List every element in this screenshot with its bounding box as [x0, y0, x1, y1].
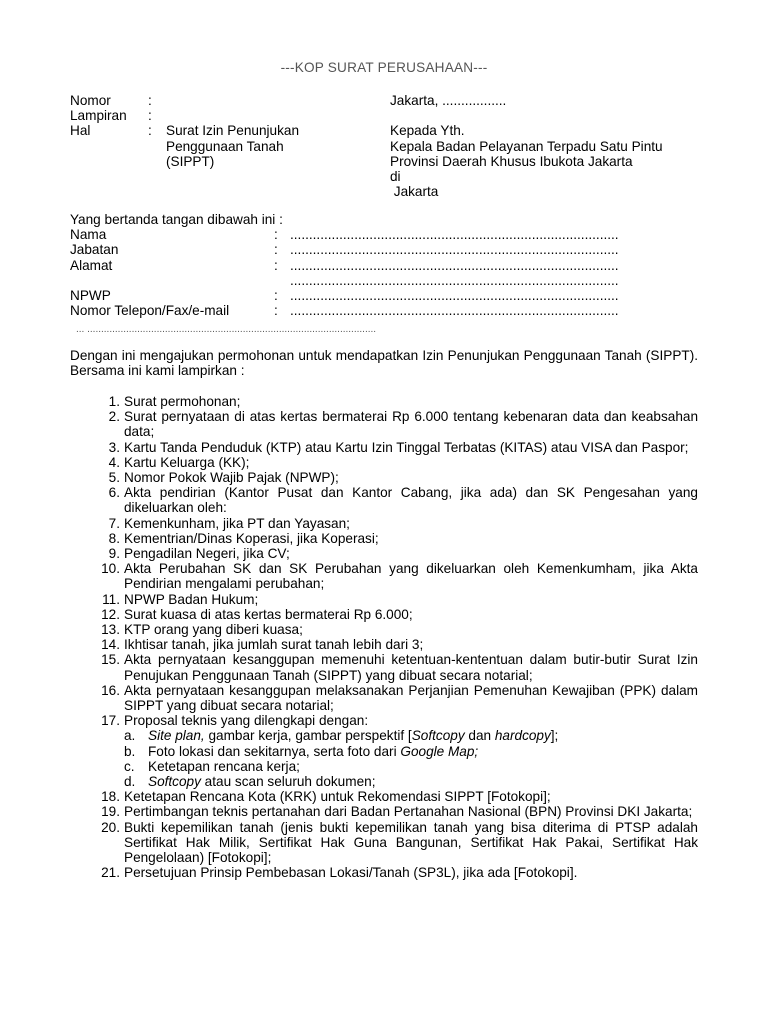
list-item	[70, 440, 698, 455]
letter-meta	[70, 93, 370, 169]
list-text: KTP orang yang diberi kuasa;	[124, 622, 303, 638]
date-line: Jakarta, .................	[390, 93, 507, 108]
list-text: Proposal teknis yang dilengkapi dengan:	[124, 713, 369, 729]
meta-colon: :	[148, 108, 152, 124]
identity-row-jabatan	[70, 242, 690, 257]
list-number: 3.	[108, 439, 120, 455]
identity-fill-line: .......................................................................................	[290, 272, 619, 288]
list-number: 1.	[108, 394, 120, 409]
list-number: 11.	[102, 591, 120, 607]
list-item	[70, 516, 698, 531]
identity-label	[70, 273, 274, 288]
list-number: 20.	[101, 819, 120, 835]
meta-row-hal-cont	[70, 154, 370, 169]
meta-colon	[148, 154, 166, 169]
identity-fill-line: .......................................................................................	[290, 227, 619, 243]
meta-value	[166, 108, 366, 123]
list-item	[70, 607, 698, 622]
sub-list-letter: b.	[124, 743, 136, 759]
list-number: 10.	[101, 561, 120, 577]
list-number: 13.	[101, 622, 120, 638]
identity-label: Jabatan	[70, 242, 119, 258]
list-number: 6.	[108, 485, 120, 501]
list-item	[70, 683, 698, 713]
list-text: Surat permohonan;	[124, 394, 241, 409]
identity-label: Nomor Telepon/Fax/e-mail	[70, 303, 230, 319]
list-number: 18.	[101, 789, 120, 805]
sub-list-text: Foto lokasi dan sekitarnya, serta foto dari Google Map;	[148, 743, 479, 759]
identity-row-nama	[70, 227, 690, 242]
identity-row-alamat	[70, 258, 690, 273]
meta-value: Surat Izin Penunjukan	[166, 123, 300, 139]
recipient-line: Jakarta	[390, 184, 439, 200]
list-item	[70, 546, 698, 561]
list-number: 16.	[101, 682, 120, 698]
list-number: 17.	[101, 713, 120, 729]
identity-label: Alamat	[70, 257, 113, 273]
list-text: Akta Perubahan SK dan SK Perubahan yang dikeluarkan oleh Kemenkumham, jika Akta Pendirian mengalami perubahan;	[124, 561, 698, 592]
list-number: 7.	[108, 515, 120, 531]
attachment-list	[70, 394, 698, 881]
sub-list-letter: c.	[124, 758, 135, 774]
list-number: 2.	[108, 409, 120, 425]
list-text: Surat kuasa di atas kertas bermaterai Rp 6.000;	[124, 606, 413, 622]
meta-colon: :	[148, 93, 152, 108]
identity-colon: :	[274, 303, 278, 319]
list-text: Akta pernyataan kesanggupan melaksanakan Perjanjian Pemenuhan Kewajiban (PPK) dalam SIPPT yang dibuat secara notarial;	[124, 682, 698, 714]
list-number: 15.	[101, 652, 120, 668]
list-item	[70, 531, 698, 546]
list-item	[70, 455, 698, 470]
recipient-block	[390, 93, 730, 199]
meta-label	[70, 139, 148, 154]
identity-row-npwp	[70, 288, 690, 303]
list-number: 8.	[108, 530, 120, 546]
list-item	[70, 622, 698, 637]
list-item	[70, 637, 698, 652]
meta-value	[166, 93, 366, 108]
meta-label: Hal	[70, 123, 91, 139]
meta-row-hal	[70, 123, 370, 138]
meta-row-nomor	[70, 93, 370, 108]
list-number: 14.	[101, 637, 120, 653]
list-number: 21.	[101, 865, 120, 881]
identity-fill-line: .......................................................................................	[290, 303, 619, 319]
identity-colon: :	[274, 257, 278, 273]
list-item	[70, 789, 698, 804]
recipient-line: Kepala Badan Pelayanan Terpadu Satu Pintu	[390, 138, 663, 154]
list-text: Kementrian/Dinas Koperasi, jika Koperasi;	[124, 530, 379, 546]
list-text: Akta pernyataan kesanggupan memenuhi ketentuan-kententuan dalam butir-butir Surat Izin Penujukan Penggunaan Tanah (SIPPT) yang dibuat secara notarial;	[124, 652, 698, 683]
list-item	[70, 470, 698, 485]
list-number: 19.	[101, 804, 120, 820]
identity-intro: Yang bertanda tangan dibawah ini :	[70, 212, 283, 227]
meta-colon: :	[148, 123, 152, 139]
sub-list-letter: a.	[124, 728, 136, 744]
list-text: Surat pernyataan di atas kertas bermaterai Rp 6.000 tentang kebenaran data dan keabsahan data;	[124, 409, 698, 440]
recipient-line: di	[390, 169, 401, 184]
meta-colon	[148, 139, 166, 154]
list-text: Persetujuan Prinsip Pembebasan Lokasi/Tanah (SP3L), jika ada [Fotokopi].	[124, 865, 578, 881]
list-text: Kemenkunham, jika PT dan Yayasan;	[124, 515, 350, 531]
extra-fill-line: ... ........................................................................................................	[76, 324, 377, 335]
meta-label	[70, 154, 148, 169]
recipient-line: Provinsi Daerah Khusus Ibukota Jakarta	[390, 153, 633, 169]
list-text: Kartu Tanda Penduduk (KTP) atau Kartu Izin Tinggal Terbatas (KITAS) atau VISA dan Paspor;	[124, 439, 689, 455]
sub-list-text: Site plan, gambar kerja, gambar perspektif [Softcopy dan hardcopy];	[148, 728, 559, 744]
signer-identity	[70, 212, 690, 318]
list-number: 12.	[101, 606, 120, 622]
sub-list-item	[70, 759, 698, 774]
list-item	[70, 485, 698, 515]
list-text: Ketetapan Rencana Kota (KRK) untuk Rekomendasi SIPPT [Fotokopi];	[124, 789, 551, 805]
list-text: Pengadilan Negeri, jika CV;	[124, 546, 290, 562]
meta-row-hal-cont	[70, 139, 370, 154]
letterhead-placeholder: ---KOP SURAT PERUSAHAAN---	[280, 60, 488, 75]
identity-colon: :	[274, 227, 278, 243]
meta-value: Penggunaan Tanah	[166, 138, 284, 154]
identity-row-alamat-cont	[70, 273, 690, 288]
identity-row-telepon	[70, 303, 690, 318]
meta-label: Nomor	[70, 93, 111, 108]
recipient-line: Kepada Yth.	[390, 123, 465, 139]
sub-list-item	[70, 744, 698, 759]
list-item	[70, 820, 698, 866]
identity-fill-line: .......................................................................................	[290, 257, 619, 273]
identity-label: NPWP	[70, 287, 111, 303]
identity-fill-line: .......................................................................................	[290, 242, 619, 258]
list-item	[70, 561, 698, 591]
meta-label: Lampiran	[70, 108, 127, 124]
list-number: 4.	[108, 454, 120, 470]
list-text: Ikhtisar tanah, jika jumlah surat tanah lebih dari 3;	[124, 637, 424, 653]
list-text: Bukti kepemilikan tanah (jenis bukti kepemilikan tanah yang bisa diterima di PTSP adalah Sertifikat Hak Milik, Sertifikat Hak Guna Bangunan, Sertifikat Hak Pakai, Sertifikat Hak Pengelolaan) [Fotokopi];	[124, 819, 698, 866]
sub-list-item	[70, 728, 698, 743]
list-text: Akta pendirian (Kantor Pusat dan Kantor Cabang, jika ada) dan SK Pengesahan yang dikeluarkan oleh:	[124, 485, 698, 516]
request-paragraph: Dengan ini mengajukan permohonan untuk mendapatkan Izin Penunjukan Penggunaan Tanah (SIPPT). Bersama ini kami lampirkan :	[70, 348, 698, 379]
identity-label: Nama	[70, 227, 107, 243]
spacer	[390, 108, 730, 123]
list-text: NPWP Badan Hukum;	[124, 591, 259, 607]
list-item	[70, 713, 698, 728]
identity-colon	[274, 273, 290, 288]
sub-list-text: Softcopy atau scan seluruh dokumen;	[148, 774, 376, 790]
identity-colon: :	[274, 242, 278, 258]
list-item	[70, 652, 698, 682]
list-item	[70, 592, 698, 607]
meta-value: (SIPPT)	[166, 153, 215, 169]
list-text: Nomor Pokok Wajib Pajak (NPWP);	[124, 470, 339, 486]
sub-list-letter: d.	[124, 774, 136, 790]
sub-list-item	[70, 774, 698, 789]
identity-colon: :	[274, 287, 278, 303]
list-number: 9.	[108, 546, 120, 562]
identity-fill-line: .......................................................................................	[290, 287, 619, 303]
meta-row-lampiran	[70, 108, 370, 123]
list-item	[70, 394, 698, 409]
list-text: Pertimbangan teknis pertanahan dari Badan Pertanahan Nasional (BPN) Provinsi DKI Jakarta;	[124, 804, 693, 820]
sub-list-text: Ketetapan rencana kerja;	[148, 758, 300, 774]
list-text: Kartu Keluarga (KK);	[124, 454, 250, 470]
list-item	[70, 865, 698, 880]
list-number: 5.	[108, 470, 120, 486]
list-item	[70, 409, 698, 439]
list-item	[70, 804, 698, 819]
